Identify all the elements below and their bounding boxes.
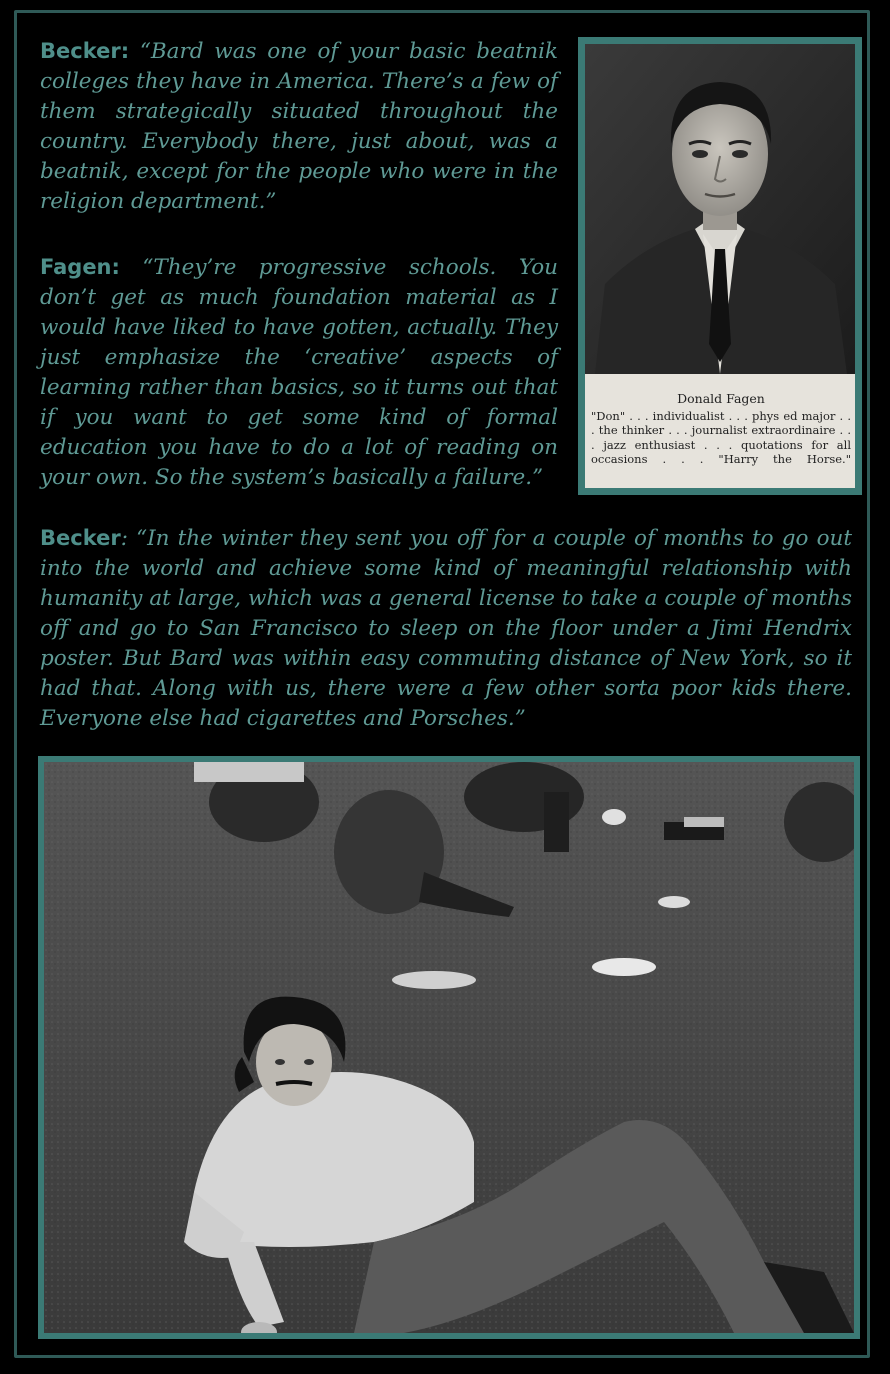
- portrait-illustration: [585, 44, 855, 374]
- speaker-label: Becker: [40, 526, 121, 550]
- speaker-label: Becker:: [40, 39, 130, 63]
- portrait-image: [585, 44, 855, 374]
- yearbook-photo: [578, 37, 862, 495]
- quote-becker-1: [40, 36, 558, 217]
- yearbook-caption: [585, 374, 855, 488]
- lawn-photo: [38, 756, 860, 1339]
- quote-becker-2: [40, 523, 852, 734]
- quote-text: : “In the winter they sent you off for a couple of months to go out into the world and achieve some kind of meaningful relationship with humanity at large, which was a general license to take a couple of months off and go to San Francisco to sleep on the floor under a Jimi Hendrix poster. But Bard was within easy commuting distance of New York, so it had that. Along with us, there were a few other sorta poor kids there. Everyone else had cigarettes and Porsches.”: [40, 526, 852, 731]
- quote-text: “They’re progressive schools. You don’t get as much foundation material as I would have liked to have gotten, actually. They just emphasize the ‘creative’ aspects of learning rather than basics, so it turns out that if you want to get some kind of formal education you have to do a lot of reading on your own. So the system’s basically a failure.”: [40, 255, 558, 490]
- quote-text: “Bard was one of your basic beatnik colleges they have in America. There’s a few of them strategically situated throughout the country. Everybody there, just about, was a beatnik, except for the people who were in the religion department.”: [40, 39, 558, 214]
- lawn-illustration: [44, 762, 854, 1333]
- quote-fagen: [40, 252, 558, 493]
- yearbook-name: Donald Fagen: [677, 391, 765, 406]
- yearbook-description: "Don" . . . individualist . . . phys ed major . . . the thinker . . . journalist extraordinaire . . . jazz enthusiast . . . quotations for all occasions . . . "Harry the Horse.": [591, 408, 851, 466]
- speaker-label: Fagen:: [40, 255, 120, 279]
